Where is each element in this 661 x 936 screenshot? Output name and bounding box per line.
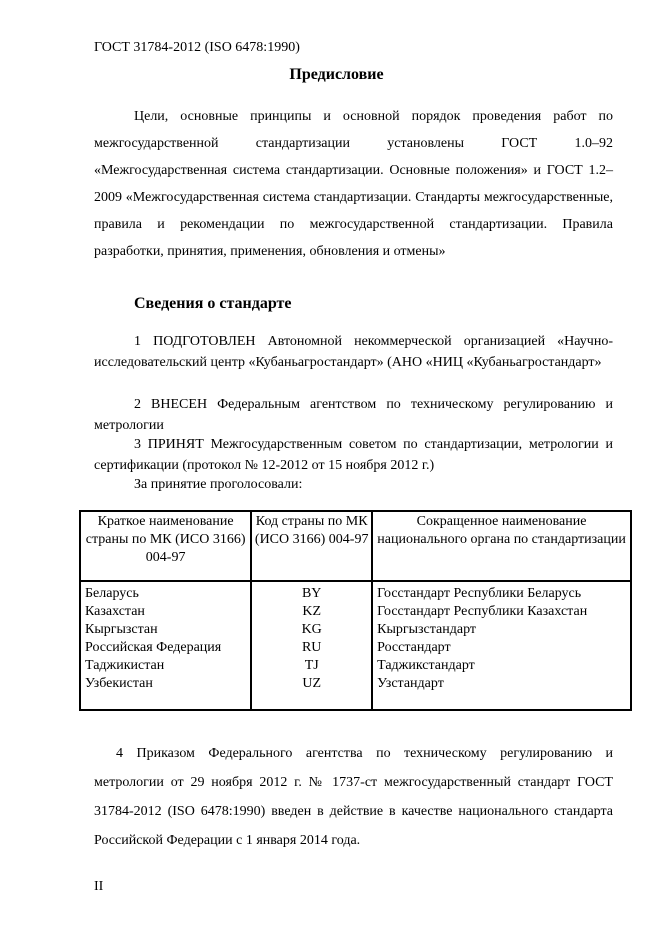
country-code: BY <box>301 586 322 601</box>
preface-paragraph: Цели, основные принципы и основной порядок проведения работ по межгосударственной стандартизации установлены ГОСТ 1.0–92 «Межгосударственная система стандартизации. Основные положения» и ГОСТ 1.2–2009 «Межгосударственная система стандартизации. Стандарты межгосударственные, правила и рекомендации по межгосударственной стандартизации. Правила разработки, принятия, применения, обновления и отмены» <box>94 109 613 259</box>
country-name: Кыргызстан <box>85 622 158 637</box>
standard-info-title: Сведения о стандарте <box>134 295 292 312</box>
preface-title <box>0 66 661 84</box>
standards-body: Госстандарт Республики Беларусь <box>377 586 582 601</box>
standards-body: Узстандарт <box>377 676 444 691</box>
country-name: Узбекистан <box>85 676 153 691</box>
info-item-introduced: 2 ВНЕСЕН Федеральным агентством по техническому регулированию и метрологии <box>94 397 613 433</box>
standards-body: Кыргызстандарт <box>377 622 477 637</box>
country-name: Российская Федерация <box>85 640 222 655</box>
header-country-code: Код страны по МК (ИСО 3166) 004-97 <box>251 511 372 581</box>
country-names-cell <box>80 581 251 710</box>
country-code: RU <box>301 640 322 655</box>
voting-countries-table <box>79 510 632 711</box>
country-codes-cell <box>251 581 372 710</box>
standards-body: Госстандарт Республики Казахстан <box>377 604 588 619</box>
country-name: Таджикистан <box>85 658 165 673</box>
country-name: Беларусь <box>85 586 139 601</box>
standards-body: Росстандарт <box>377 640 451 655</box>
country-code: KZ <box>302 604 322 619</box>
country-code: TJ <box>304 658 319 673</box>
header-country-name: Краткое наименование страны по МК (ИСО 3166) 004-97 <box>80 511 251 581</box>
document-header-code: ГОСТ 31784-2012 (ISO 6478:1990) <box>94 40 300 55</box>
standards-body: Таджикстандарт <box>377 658 475 673</box>
info-item-enacted: 4 Приказом Федерального агентства по техническому регулированию и метрологии от 29 ноября 2012 г. № 1737-ст межгосударственный стандарт ГОСТ 31784-2012 (ISO 6478:1990) введен в действие в качестве национального стандарта Российской Федерации с 1 января 2014 года. <box>94 746 613 848</box>
header-standards-body: Сокращенное наименование национального органа по стандартизации <box>372 511 631 581</box>
table-body-row <box>80 581 631 710</box>
country-name: Казахстан <box>85 604 145 619</box>
info-item-prepared: 1 ПОДГОТОВЛЕН Автономной некоммерческой организацией «Научно-исследовательский центр «Кубаньагростандарт» (АНО «НИЦ «Кубаньагростандарт» <box>94 334 613 370</box>
info-item-adopted: 3 ПРИНЯТ Межгосударственным советом по стандартизации, метрологии и сертификации (протокол № 12-2012 от 15 ноября 2012 г.) <box>94 437 613 473</box>
country-code: UZ <box>302 676 322 691</box>
page-number: II <box>94 879 104 894</box>
standards-bodies-cell <box>372 581 631 710</box>
vote-label: За принятие проголосовали: <box>134 477 303 492</box>
table-header-row <box>80 511 631 581</box>
country-code: KG <box>301 622 322 637</box>
preface-title-text: Предисловие <box>289 66 384 83</box>
